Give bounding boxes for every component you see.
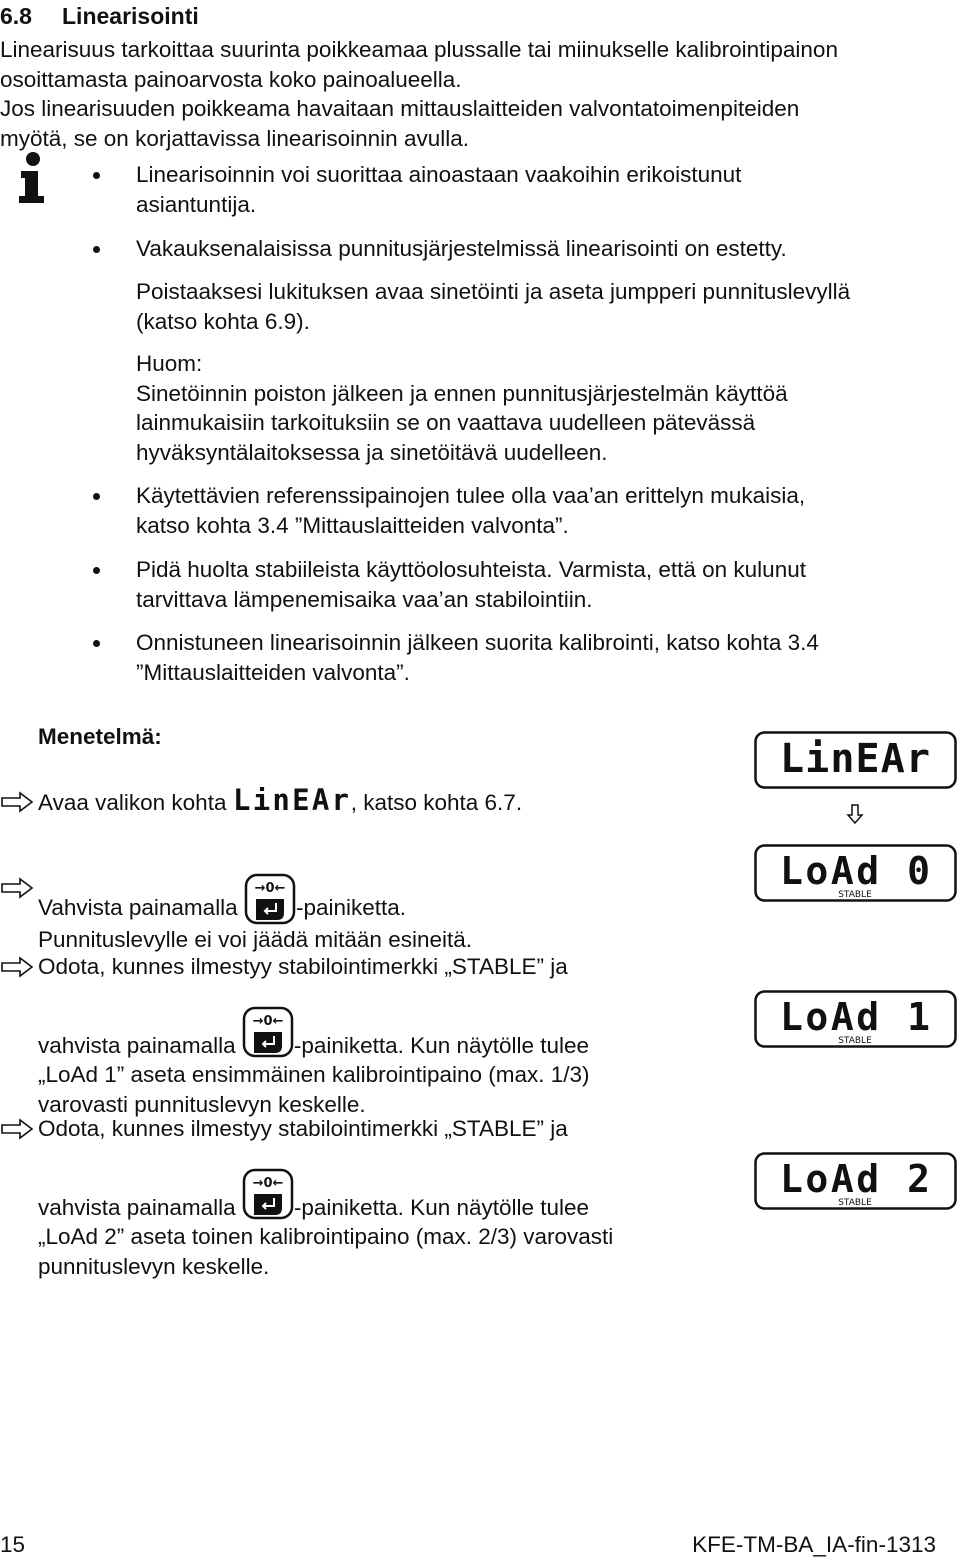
document-code: KFE-TM-BA_IA-fin-1313 [692, 1532, 936, 1557]
intro-line: Linearisuus tarkoittaa suurinta poikkeamaa plussalle tai miinukselle kalibrointipainon [0, 37, 838, 62]
zero-enter-key-icon [242, 1168, 294, 1220]
step-text: Avaa valikon kohta [38, 790, 233, 815]
note-line: Onnistuneen linearisoinnin jälkeen suorita kalibrointi, katso kohta 3.4 [136, 630, 819, 655]
step-text: punnituslevyn keskelle. [38, 1253, 270, 1279]
zero-enter-key-icon [244, 873, 296, 925]
step-text: Odota, kunnes ilmestyy stabilointimerkki „STABLE” ja [38, 1116, 568, 1141]
step-text: vahvista painamalla [38, 1032, 242, 1058]
note-item [136, 349, 960, 467]
lcd-text: LinEAr [780, 736, 930, 782]
step-text: vahvista painamalla [38, 1194, 242, 1220]
note-line: Sinetöinnin poiston jälkeen ja ennen punnitusjärjestelmän käyttöä [136, 380, 788, 406]
step-4 [38, 1114, 718, 1281]
inline-lcd-text: LinEAr [232, 787, 349, 815]
outline-right-arrow-icon [0, 791, 34, 813]
lcd-display [754, 731, 957, 789]
outline-right-arrow-icon [0, 877, 34, 899]
note-item [136, 160, 960, 219]
intro-paragraph [0, 35, 960, 153]
lcd-display [754, 990, 957, 1048]
info-icon [16, 152, 48, 204]
note-line: ”Mittauslaitteiden valvonta”. [136, 659, 410, 685]
stable-indicator: STABLE [838, 1036, 872, 1046]
zero-enter-key-icon [242, 1006, 294, 1058]
step-text: -painiketta. Kun näytölle tulee [293, 1194, 590, 1220]
step-3 [38, 952, 718, 1119]
note-item [136, 277, 960, 336]
note-line: Huom: [136, 351, 203, 376]
intro-line: osoittamasta painoarvosta koko painoalueella. [0, 66, 462, 92]
lcd-text: LoAd 1 [780, 995, 930, 1039]
note-line: asiantuntija. [136, 191, 257, 217]
lcd-display [754, 844, 957, 902]
section-title [0, 2, 199, 30]
step-2 [38, 873, 718, 955]
note-item [136, 481, 960, 540]
key-label: →0← [254, 881, 286, 896]
page-number: 15 [0, 1532, 26, 1557]
step-text: „LoAd 1” aseta ensimmäinen kalibrointipaino (max. 1/3) [38, 1062, 590, 1087]
step-text: „LoAd 2” aseta toinen kalibrointipaino (max. 2/3) varovasti [38, 1224, 614, 1249]
method-label: Menetelmä: [38, 724, 162, 749]
bullet [93, 567, 100, 574]
note-line: tarvittava lämpenemisaika vaa’an stabilointiin. [136, 586, 593, 612]
step-text: Punnituslevylle ei voi jäädä mitään esineitä. [38, 927, 473, 952]
outline-down-arrow-icon [846, 803, 864, 825]
key-label: →0← [252, 1013, 284, 1029]
step-text: -painiketta. Kun näytölle tulee [293, 1032, 590, 1058]
note-line: lainmukaisiin tarkoituksiin se on vaattava uudelleen pätevässä [136, 410, 756, 435]
note-line: Vakauksenalaisissa punnitusjärjestelmissä linearisointi on estetty. [136, 236, 787, 261]
note-line: Käytettävien referenssipainojen tulee olla vaa’an erittelyn mukaisia, [136, 483, 806, 508]
inline-lcd-display [233, 787, 351, 815]
note-line: katso kohta 3.4 ”Mittauslaitteiden valvonta”. [136, 512, 569, 538]
intro-line: Jos linearisuuden poikkeama havaitaan mittauslaitteiden valvontatoimenpiteiden [0, 96, 800, 121]
lcd-display [754, 1152, 957, 1210]
step-text: Vahvista painamalla [38, 895, 244, 920]
step-1 [38, 787, 718, 818]
lcd-text: LoAd 2 [780, 1157, 930, 1201]
bullet [93, 640, 100, 647]
note-item [136, 555, 960, 614]
bullet [93, 493, 100, 500]
note-line: (katso kohta 6.9). [136, 308, 310, 334]
stable-indicator: STABLE [838, 890, 872, 900]
note-line: Pidä huolta stabiileista käyttöolosuhteista. Varmista, että on kulunut [136, 557, 806, 582]
stable-indicator: STABLE [838, 1198, 872, 1208]
note-line: Linearisoinnin voi suorittaa ainoastaan vaakoihin erikoistunut [136, 162, 742, 187]
key-label: →0← [252, 1175, 284, 1191]
section-heading: Linearisointi [62, 3, 199, 29]
bullet [93, 246, 100, 253]
step-text: -painiketta. [295, 895, 407, 920]
note-item [136, 628, 960, 687]
lcd-text: LoAd 0 [780, 849, 930, 893]
step-text: varovasti punnituslevyn keskelle. [38, 1091, 366, 1117]
outline-right-arrow-icon [0, 1118, 34, 1140]
intro-line: myötä, se on korjattavissa linearisoinnin avulla. [0, 125, 469, 151]
note-line: hyväksyntälaitoksessa ja sinetöitävä uudelleen. [136, 439, 608, 465]
bullet [93, 172, 100, 179]
note-line: Poistaaksesi lukituksen avaa sinetöinti ja aseta jumpperi punnituslevyllä [136, 279, 851, 304]
step-text: , katso kohta 6.7. [350, 790, 523, 815]
section-number: 6.8 [0, 3, 32, 29]
step-text: Odota, kunnes ilmestyy stabilointimerkki „STABLE” ja [38, 954, 568, 979]
outline-right-arrow-icon [0, 956, 34, 978]
note-item [136, 234, 960, 264]
